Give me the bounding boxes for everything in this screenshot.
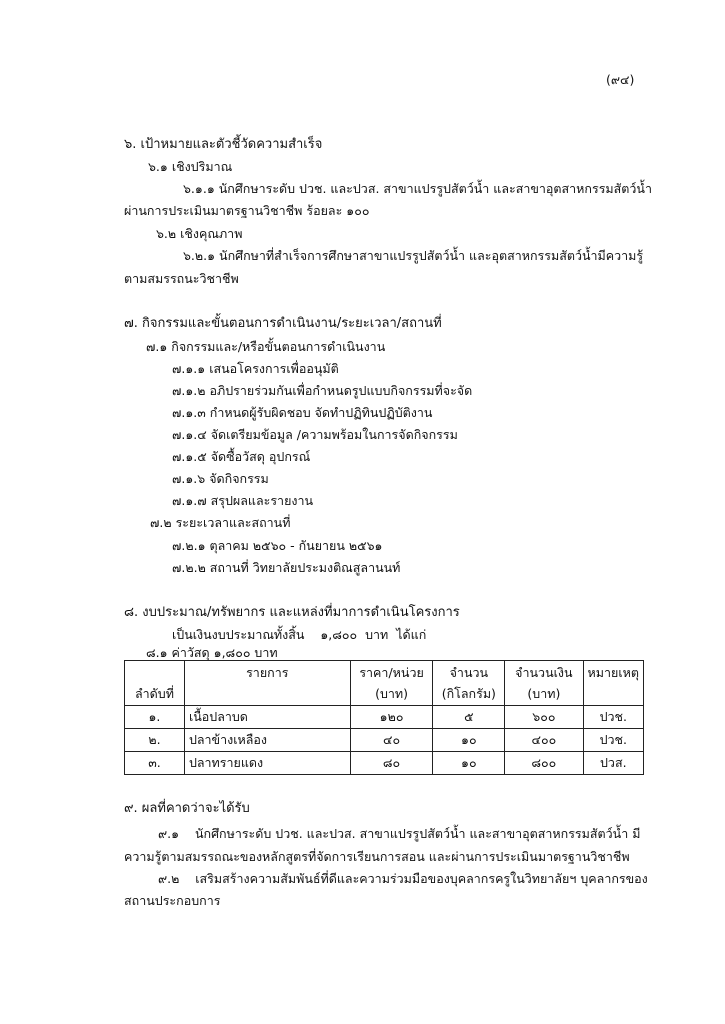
section-6-2-title: ๖.๒ เชิงคุณภาพ: [156, 226, 243, 241]
header-note: หมายเหตุ: [583, 661, 643, 706]
section-6-1-1-line2: ผ่านการประเมินมาตรฐานวิชาชีพ ร้อยละ ๑๐๐: [124, 203, 370, 218]
header-item: รายการ: [184, 661, 350, 706]
table-row: [125, 729, 644, 752]
cell-item: ปลาข้างเหลือง: [184, 729, 350, 752]
section-6-2-1-line2: ตามสมรรถนะวิชาชีพ: [124, 271, 239, 286]
cell-no: ๑.: [125, 706, 185, 729]
section-7-heading: ๗. กิจกรรมและขั้นตอนการดำเนินงาน/ระยะเวลา/สถานที่: [124, 316, 442, 331]
section-7-1-item: ๗.๑.๗ สรุปผลและรายงาน: [172, 493, 314, 508]
section-6-1-title: ๖.๑ เชิงปริมาณ: [148, 159, 233, 174]
cell-no: ๒.: [125, 729, 185, 752]
cell-item: เนื้อปลาบด: [184, 706, 350, 729]
header-price: [350, 661, 433, 706]
cell-qty: ๑๐: [433, 752, 505, 775]
cell-price: ๔๐: [350, 729, 433, 752]
cell-note: ปวช.: [583, 706, 643, 729]
section-6-1-1-line1: ๖.๑.๑ นักศึกษาระดับ ปวช. และปวส. สาขาแปรรูปสัตว์น้ำ และสาขาอุตสาหกรรมสัตว์น้ำ: [183, 181, 652, 196]
section-9-heading: ๙. ผลที่คาดว่าจะได้รับ: [124, 801, 250, 816]
header-amount: [505, 661, 583, 706]
section-6-2-1-line1: ๖.๒.๑ นักศึกษาที่สำเร็จการศึกษาสาขาแปรรูปสัตว์น้ำ และอุตสาหกรรมสัตว์น้ำมีความรู้: [183, 248, 644, 263]
section-9-1-line2: ความรู้ตามสมรรถณะของหลักสูตรที่จัดการเรียนการสอน และผ่านการประเมินมาตรฐานวิชาชีพ: [124, 849, 630, 864]
section-9-2-line1: ๙.๒ เสริมสร้างความสัมพันธ์ที่ดีและความร่วมมือของบุคลากรครูในวิทยาลัยฯ บุคลากรของ: [158, 871, 648, 886]
section-9-2-line2: สถานประกอบการ: [124, 893, 221, 908]
table-header-row: [125, 661, 644, 706]
header-amount-label: จำนวนเงิน: [515, 665, 573, 680]
section-7-1-item: ๗.๑.๒ อภิปรายร่วมกันเพื่อกำหนดรูปแบบกิจกรรมที่จะจัด: [172, 383, 473, 398]
header-price-unit: (บาท): [375, 686, 409, 701]
section-7-1-item: ๗.๑.๖ จัดกิจกรรม: [172, 471, 269, 486]
section-8-total: เป็นเงินงบประมาณทั้งสิ้น ๑,๘๐๐ บาท ได้แก่: [172, 627, 427, 642]
section-9-1-line1: ๙.๑ นักศึกษาระดับ ปวช. และปวส. สาขาแปรรูปสัตว์น้ำ และสาขาอุตสาหกรรมสัตว์น้ำ มี: [158, 826, 641, 841]
cell-amount: ๘๐๐: [505, 752, 583, 775]
cell-item: ปลาทรายแดง: [184, 752, 350, 775]
table-row: [125, 706, 644, 729]
cell-note: ปวช.: [583, 729, 643, 752]
cell-amount: ๖๐๐: [505, 706, 583, 729]
header-qty: [433, 661, 505, 706]
section-7-1-item: ๗.๑.๔ จัดเตรียมข้อมูล /ความพร้อมในการจัดกิจกรรม: [172, 427, 458, 442]
section-7-1-item: ๗.๑.๓ กำหนดผู้รับผิดชอบ จัดทำปฏิทินปฏิบัติงาน: [172, 405, 433, 420]
cell-price: ๑๒๐: [350, 706, 433, 729]
header-qty-label: จำนวน: [449, 665, 489, 680]
header-qty-unit: (กิโลกรัม): [441, 686, 496, 701]
section-7-1-title: ๗.๑ กิจกรรมและ/หรือขั้นตอนการดำเนินงาน: [146, 339, 386, 354]
section-6-heading: ๖. เป้าหมายและตัวชี้วัดความสำเร็จ: [124, 137, 323, 152]
header-no: ลำดับที่: [125, 661, 185, 706]
section-8-1-title: ๘.๑ ค่าวัสดุ ๑,๘๐๐ บาท: [146, 645, 278, 660]
table-row: [125, 752, 644, 775]
cell-amount: ๔๐๐: [505, 729, 583, 752]
section-7-1-item: ๗.๑.๕ จัดซื้อวัสดุ อุปกรณ์: [172, 449, 311, 464]
section-7-2-title: ๗.๒ ระยะเวลาและสถานที่: [150, 515, 291, 530]
section-8-heading: ๘. งบประมาณ/ทรัพยากร และแหล่งที่มาการดำเนินโครงการ: [124, 605, 460, 620]
page-number: (๙๔): [606, 72, 635, 87]
cell-note: ปวส.: [583, 752, 643, 775]
header-price-label: ราคา/หน่วย: [359, 665, 424, 680]
section-7-2-1-time: ๗.๒.๑ ตุลาคม ๒๕๖๐ - กันยายน ๒๕๖๑: [172, 538, 383, 553]
cell-qty: ๑๐: [433, 729, 505, 752]
cell-qty: ๕: [433, 706, 505, 729]
cell-no: ๓.: [125, 752, 185, 775]
section-7-1-item: ๗.๑.๑ เสนอโครงการเพื่ออนุมัติ: [172, 361, 339, 376]
budget-table: [124, 660, 644, 775]
section-7-2-2-place: ๗.๒.๒ สถานที่ วิทยาลัยประมงติณสูลานนท์: [172, 560, 401, 575]
header-amount-unit: (บาท): [527, 686, 561, 701]
cell-price: ๘๐: [350, 752, 433, 775]
